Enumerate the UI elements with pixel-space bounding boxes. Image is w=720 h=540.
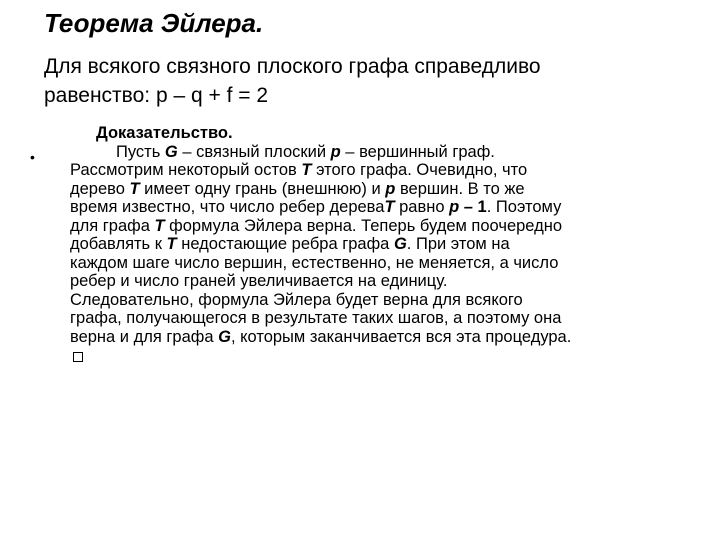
qed-square-icon: [73, 352, 83, 362]
math-symbol: G: [218, 327, 231, 346]
text-run: для графа: [70, 216, 155, 235]
proof-line: Следовательно, формула Эйлера будет верна для всякого: [70, 290, 523, 309]
math-symbol: T: [166, 235, 177, 253]
proof-line: каждом шаге число вершин, естественно, не меняется, а число: [70, 253, 559, 272]
text-run: . При этом на: [406, 235, 510, 253]
proof-line: [70, 180, 710, 199]
math-symbol: T: [129, 179, 140, 198]
proof-line: [70, 235, 710, 254]
math-symbol: p: [449, 198, 460, 216]
proof-line: [70, 198, 710, 217]
proof-line: ребер и число граней увеличивается на единицу.: [70, 272, 448, 290]
theorem-line: Для всякого связного плоского графа справедливо: [44, 55, 541, 78]
math-symbol: p: [330, 142, 341, 161]
text-run: добавлять к: [70, 235, 167, 253]
text-run: имеет одну грань (внешнюю) и: [139, 179, 386, 198]
text-run: недостающие ребра графа: [176, 235, 394, 253]
math-expression: – 1: [459, 198, 487, 216]
text-run: Рассмотрим некоторый остов: [70, 161, 302, 179]
text-run: . Поэтому: [486, 198, 562, 216]
text-run: дерево: [70, 179, 130, 198]
math-symbol: p: [385, 179, 396, 198]
proof-heading: Доказательство.: [96, 124, 233, 142]
proof-line: [70, 328, 710, 347]
proof-block: [70, 124, 710, 367]
bullet-dot-icon: •: [30, 149, 35, 165]
math-symbol: G: [393, 235, 407, 253]
text-run: этого графа. Очевидно, что: [311, 161, 528, 179]
slide-title: Теорема Эйлера.: [44, 8, 264, 38]
text-run: верна и для графа: [70, 327, 219, 346]
text-run: время известно, что число ребер дерева: [70, 198, 385, 216]
math-symbol: T: [384, 198, 395, 216]
text-run: равно: [394, 198, 450, 216]
text-run: Пусть: [116, 142, 165, 161]
text-run: , которым заканчивается вся эта процедура.: [230, 327, 572, 346]
math-symbol: T: [301, 161, 312, 179]
proof-line: графа, получающегося в результате таких шагов, а поэтому она: [70, 309, 562, 327]
text-run: формула Эйлера верна. Теперь будем поочередно: [164, 216, 563, 235]
proof-line: [70, 143, 710, 162]
theorem-statement: [44, 52, 541, 110]
text-run: – вершинный граф.: [340, 142, 495, 161]
text-run: – связный плоский: [177, 142, 331, 161]
text-run: вершин. В то же: [395, 179, 525, 198]
theorem-line: равенство: p – q + f = 2: [44, 84, 269, 107]
math-symbol: G: [164, 142, 178, 161]
math-symbol: T: [154, 216, 165, 235]
proof-line: [70, 161, 710, 180]
proof-line: [70, 217, 710, 236]
